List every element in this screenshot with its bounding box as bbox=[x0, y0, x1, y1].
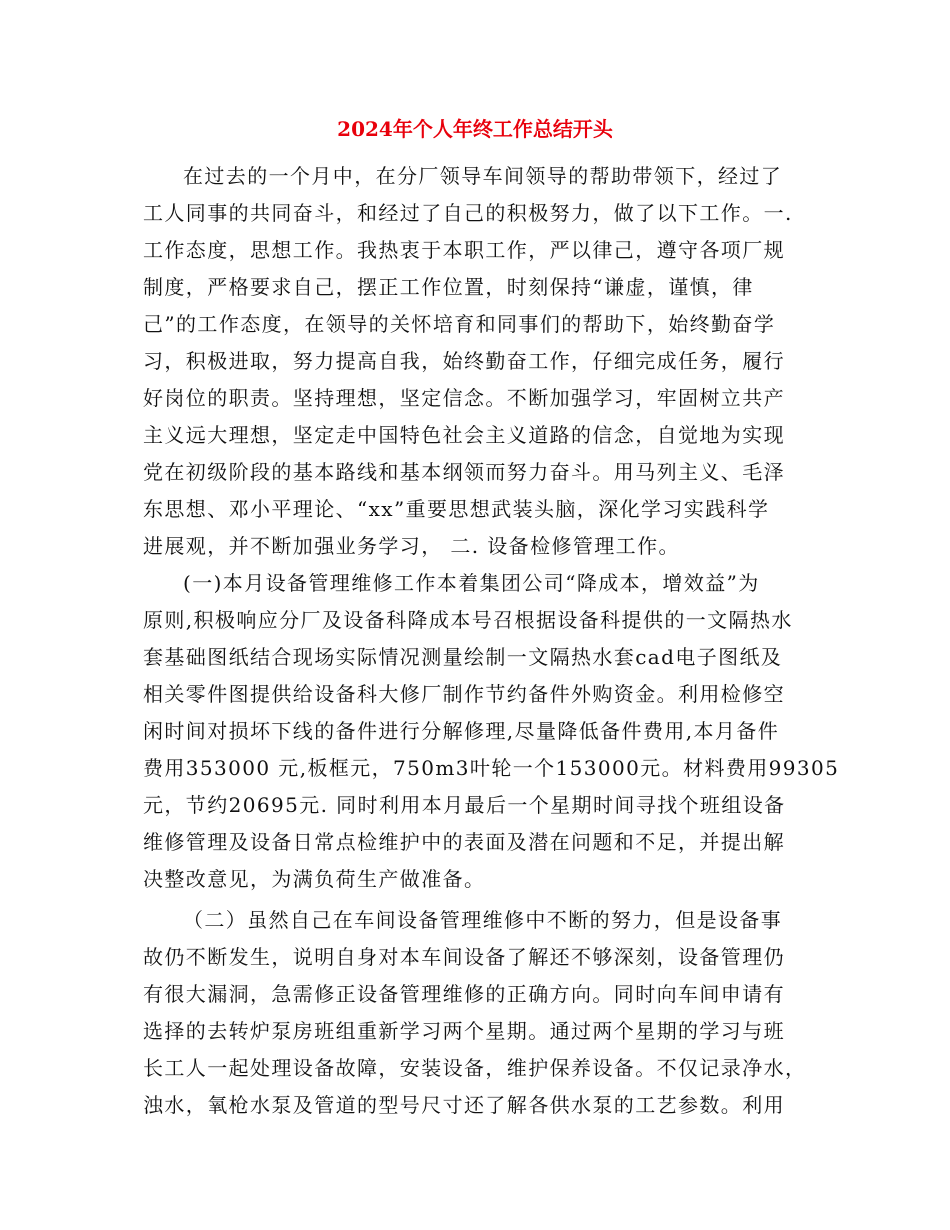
text-line: （二）虽然自己在车间设备管理维修中不断的努力，但是设备事 bbox=[183, 908, 783, 932]
text-line: 故仍不断发生，说明自身对本车间设备了解还不够深刻，设备管理仍 bbox=[143, 945, 785, 969]
text-line: 在过去的一个月中，在分厂领导车间领导的帮助带领下，经过了 bbox=[183, 164, 783, 188]
paragraph-equipment-maintenance-1 bbox=[143, 565, 840, 898]
text-line: 好岗位的职责。坚持理想，坚定信念。不断加强学习，牢固树立共产 bbox=[143, 386, 785, 410]
text-line: 党在初级阶段的基本路线和基本纲领而努力奋斗。用马列主义、毛泽 bbox=[143, 460, 785, 484]
paragraph-work-attitude bbox=[143, 158, 808, 565]
text-line: 闲时间对损坏下线的备件进行分解修理,尽量降低备件费用,本月备件 bbox=[143, 719, 780, 743]
document-title: 2024年个人年终工作总结开头 bbox=[337, 117, 613, 141]
text-line: 套基础图纸结合现场实际情况测量绘制一文隔热水套cad电子图纸及 bbox=[143, 645, 783, 669]
text-line: 有很大漏洞，急需修正设备管理维修的正确方向。同时向车间申请有 bbox=[143, 982, 785, 1006]
text-line: 进展观，并不断加强业务学习， 二. 设备检修管理工作。 bbox=[143, 534, 680, 558]
text-line: 原则,积极响应分厂及设备科降成本号召根据设备科提供的一文隔热水 bbox=[143, 608, 793, 632]
text-line: 决整改意见，为满负荷生产做准备。 bbox=[143, 867, 486, 891]
text-line: 元，节约20695元. 同时利用本月最后一个星期时间寻找个班组设备 bbox=[143, 793, 786, 817]
paragraph-equipment-maintenance-2 bbox=[143, 902, 808, 1124]
text-line: (一)本月设备管理维修工作本着集团公司“降成本，增效益”为 bbox=[183, 571, 760, 595]
text-line: 制度，严格要求自己，摆正工作位置，时刻保持“谦虚，谨慎，律 bbox=[143, 275, 754, 299]
text-line: 工人同事的共同奋斗，和经过了自己的积极努力，做了以下工作。一. bbox=[143, 201, 793, 225]
text-line: 维修管理及设备日常点检维护中的表面及潜在问题和不足，并提出解 bbox=[143, 830, 785, 854]
text-line: 相关零件图提供给设备科大修厂制作节约备件外购资金。利用检修空 bbox=[143, 682, 785, 706]
text-line: 长工人一起处理设备故障，安装设备，维护保养设备。不仅记录净水， bbox=[143, 1056, 807, 1080]
document-body bbox=[143, 158, 840, 1124]
text-line: 习，积极进取，努力提高自我，始终勤奋工作，仔细完成任务，履行 bbox=[143, 349, 785, 373]
text-line: 工作态度，思想工作。我热衷于本职工作，严以律己，遵守各项厂规 bbox=[143, 238, 785, 262]
text-line: 浊水，氧枪水泵及管道的型号尺寸还了解各供水泵的工艺参数。利用 bbox=[143, 1093, 785, 1117]
text-line: 费用353000 元,板框元，750m3叶轮一个153000元。材料费用99305 bbox=[143, 756, 840, 780]
text-line: 己”的工作态度，在领导的关怀培育和同事们的帮助下，始终勤奋学 bbox=[143, 312, 776, 336]
text-line: 主义远大理想，坚定走中国特色社会主义道路的信念，自觉地为实现 bbox=[143, 423, 785, 447]
text-line: 选择的去转炉泵房班组重新学习两个星期。通过两个星期的学习与班 bbox=[143, 1019, 785, 1043]
text-line: 东思想、邓小平理论、“xx”重要思想武装头脑，深化学习实践科学 bbox=[143, 497, 770, 521]
